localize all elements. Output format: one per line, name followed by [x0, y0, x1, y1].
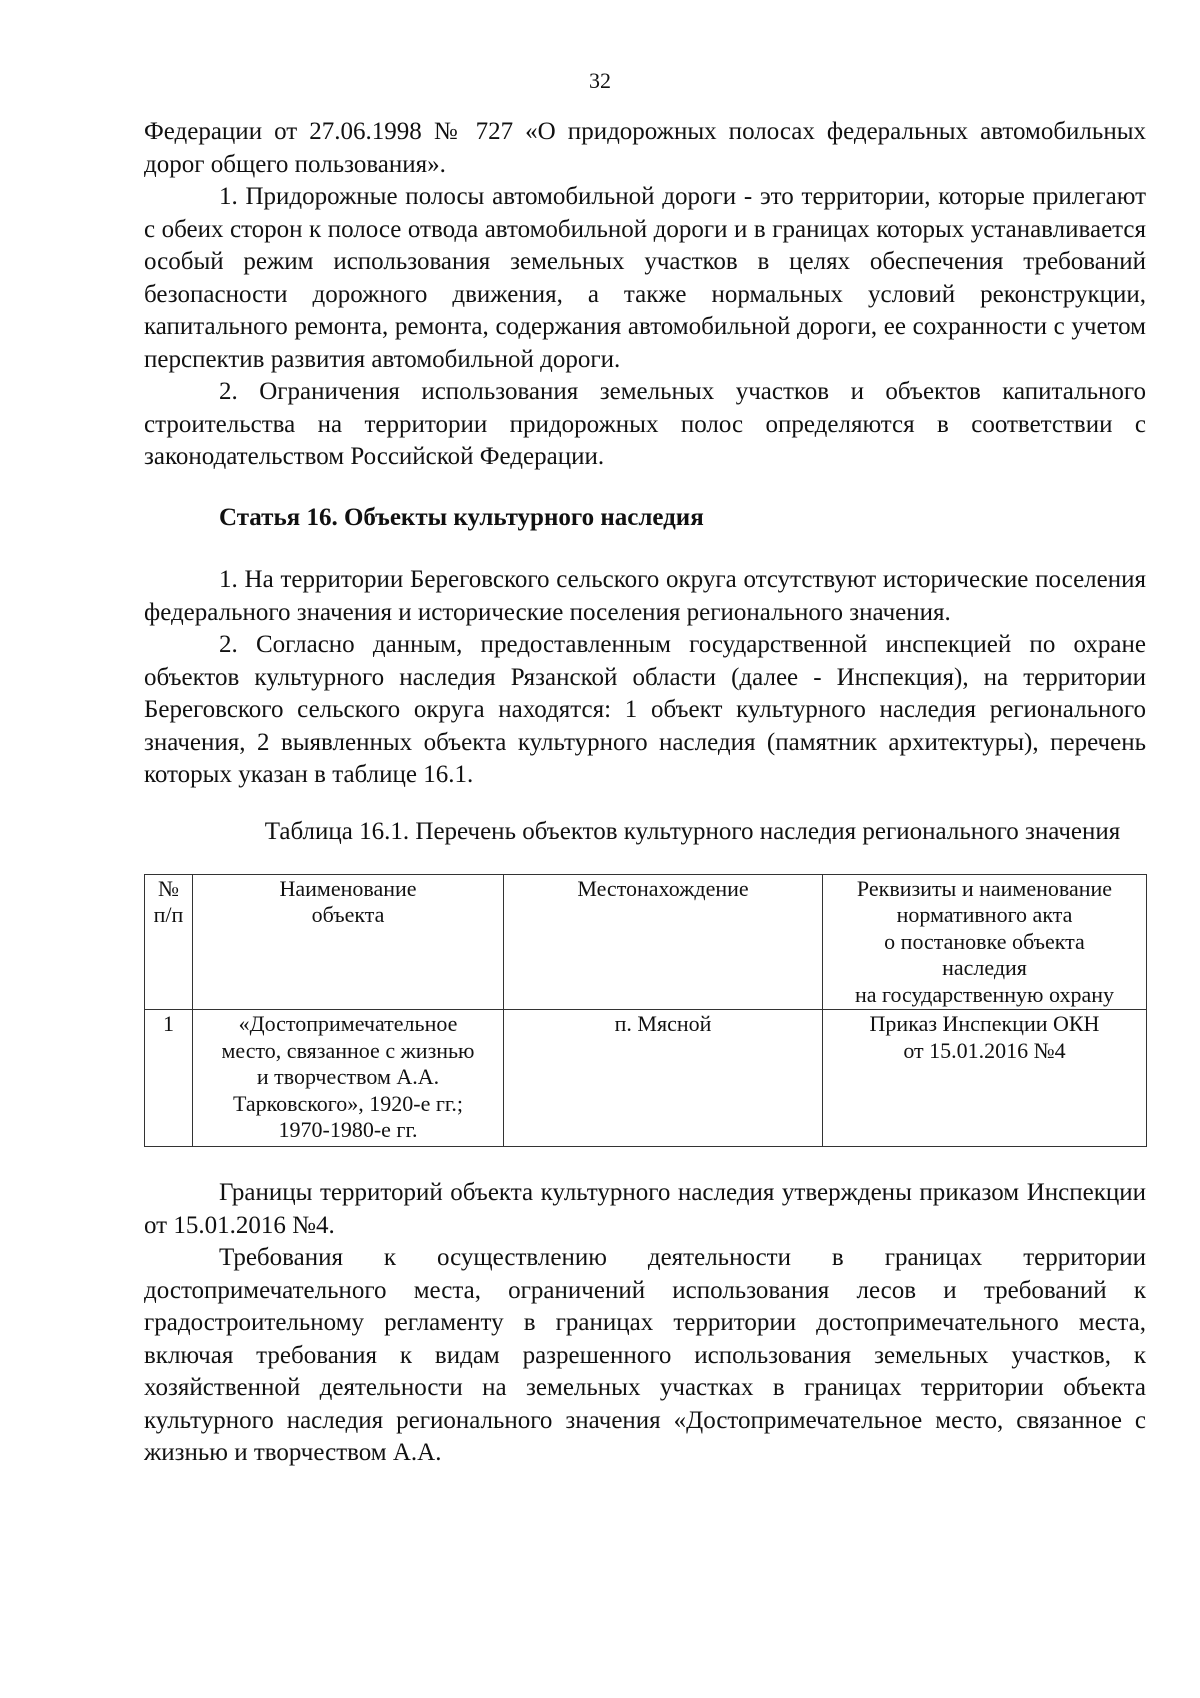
table-row [145, 1010, 1147, 1147]
section-heading: Статья 16. Объекты культурного наследия [219, 503, 704, 531]
header-requisites-line: о постановке объекта [884, 928, 1085, 954]
paragraph-inspection-data: 2. Согласно данным, предоставленным государственной инспекцией по охране объектов культурного наследия Рязанской области (далее - Инспекция), на территории Береговского сельского округа находятся: 1 объект культурного наследия регионального значения, 2 выявленных объекта культурного наследия (памятник архитектуры), перечень которых указан в таблице 16.1. [144, 631, 1146, 788]
cell-name-line: «Достопримечательное [238, 1011, 458, 1036]
paragraph-historic-settlements: 1. На территории Береговского сельского округа отсутствуют исторические поселения федерального значения и исторические поселения регионального значения. [144, 566, 1146, 626]
table-header-row [145, 874, 1147, 1010]
header-requisites [823, 874, 1147, 1010]
document-body [144, 116, 1146, 1470]
cell-requisites [823, 1010, 1147, 1147]
header-name-line: Наименование [279, 875, 417, 901]
paragraph-requirements: Требования к осуществлению деятельности в границах территории достопримечательного места, ограничений использования лесов и требований к градостроительному регламенту в границах территории достопримечательного места, включая требования к видам разрешенного использования земельных участков, к хозяйственной деятельности на земельных участках в границах территории объекта культурного наследия регионального значения «Достопримечательное место, связанное с жизнью и творчеством А.А. [144, 1244, 1146, 1466]
heritage-table [144, 874, 1147, 1148]
header-location [504, 874, 823, 1010]
header-number-line: № [158, 875, 179, 901]
paragraph-continuation: Федерации от 27.06.1998 № 727 «О придорожных полосах федеральных автомобильных дорог общего пользования». [144, 118, 1146, 178]
cell-name-line: место, связанное с жизнью [221, 1037, 475, 1063]
cell-location: п. Мясной [504, 1010, 823, 1147]
header-requisites-line: на государственную охрану [855, 981, 1114, 1007]
header-requisites-line: наследия [942, 955, 1027, 980]
cell-requisites-line: Приказ Инспекции ОКН [869, 1011, 1100, 1036]
cell-object-name [193, 1010, 504, 1147]
header-object-name [193, 874, 504, 1010]
header-name-line: объекта [311, 902, 385, 927]
header-requisites-line: нормативного акта [896, 902, 1073, 927]
page-number: 32 [589, 68, 611, 93]
cell-number: 1 [145, 1010, 193, 1147]
paragraph-land-restrictions: 2. Ограничения использования земельных участков и объектов капитального строительства на территории придорожных полос определяются в соответствии с законодательством Российской Федерации. [144, 378, 1146, 470]
paragraph-roadside-strips: 1. Придорожные полосы автомобильной дороги - это территории, которые прилегают с обеих сторон к полосе отвода автомобильной дороги и в границах которых устанавливается особый режим использования земельных участков в целях обеспечения требований безопасности дорожного движения, а также нормальных условий реконструкции, капитального ремонта, ремонта, содержания автомобильной дороги, ее сохранности с учетом перспектив развития автомобильной дороги. [144, 183, 1146, 373]
cell-name-line: и творчеством А.А. [256, 1064, 440, 1089]
table-caption: Таблица 16.1. Перечень объектов культурного наследия регионального значения [264, 817, 1121, 845]
cell-requisites-line: от 15.01.2016 №4 [903, 1037, 1066, 1063]
paragraph-boundaries: Границы территорий объекта культурного наследия утверждены приказом Инспекции от 15.01.2016 №4. [144, 1179, 1146, 1239]
cell-name-line: Тарковского», 1920-е гг.; [232, 1090, 464, 1116]
header-number-line: п/п [153, 902, 184, 927]
header-number [145, 874, 193, 1010]
header-location-line: Местонахождение [577, 875, 749, 901]
cell-name-line: 1970-1980-е гг. [278, 1117, 418, 1142]
header-requisites-line: Реквизиты и наименование [856, 875, 1113, 901]
